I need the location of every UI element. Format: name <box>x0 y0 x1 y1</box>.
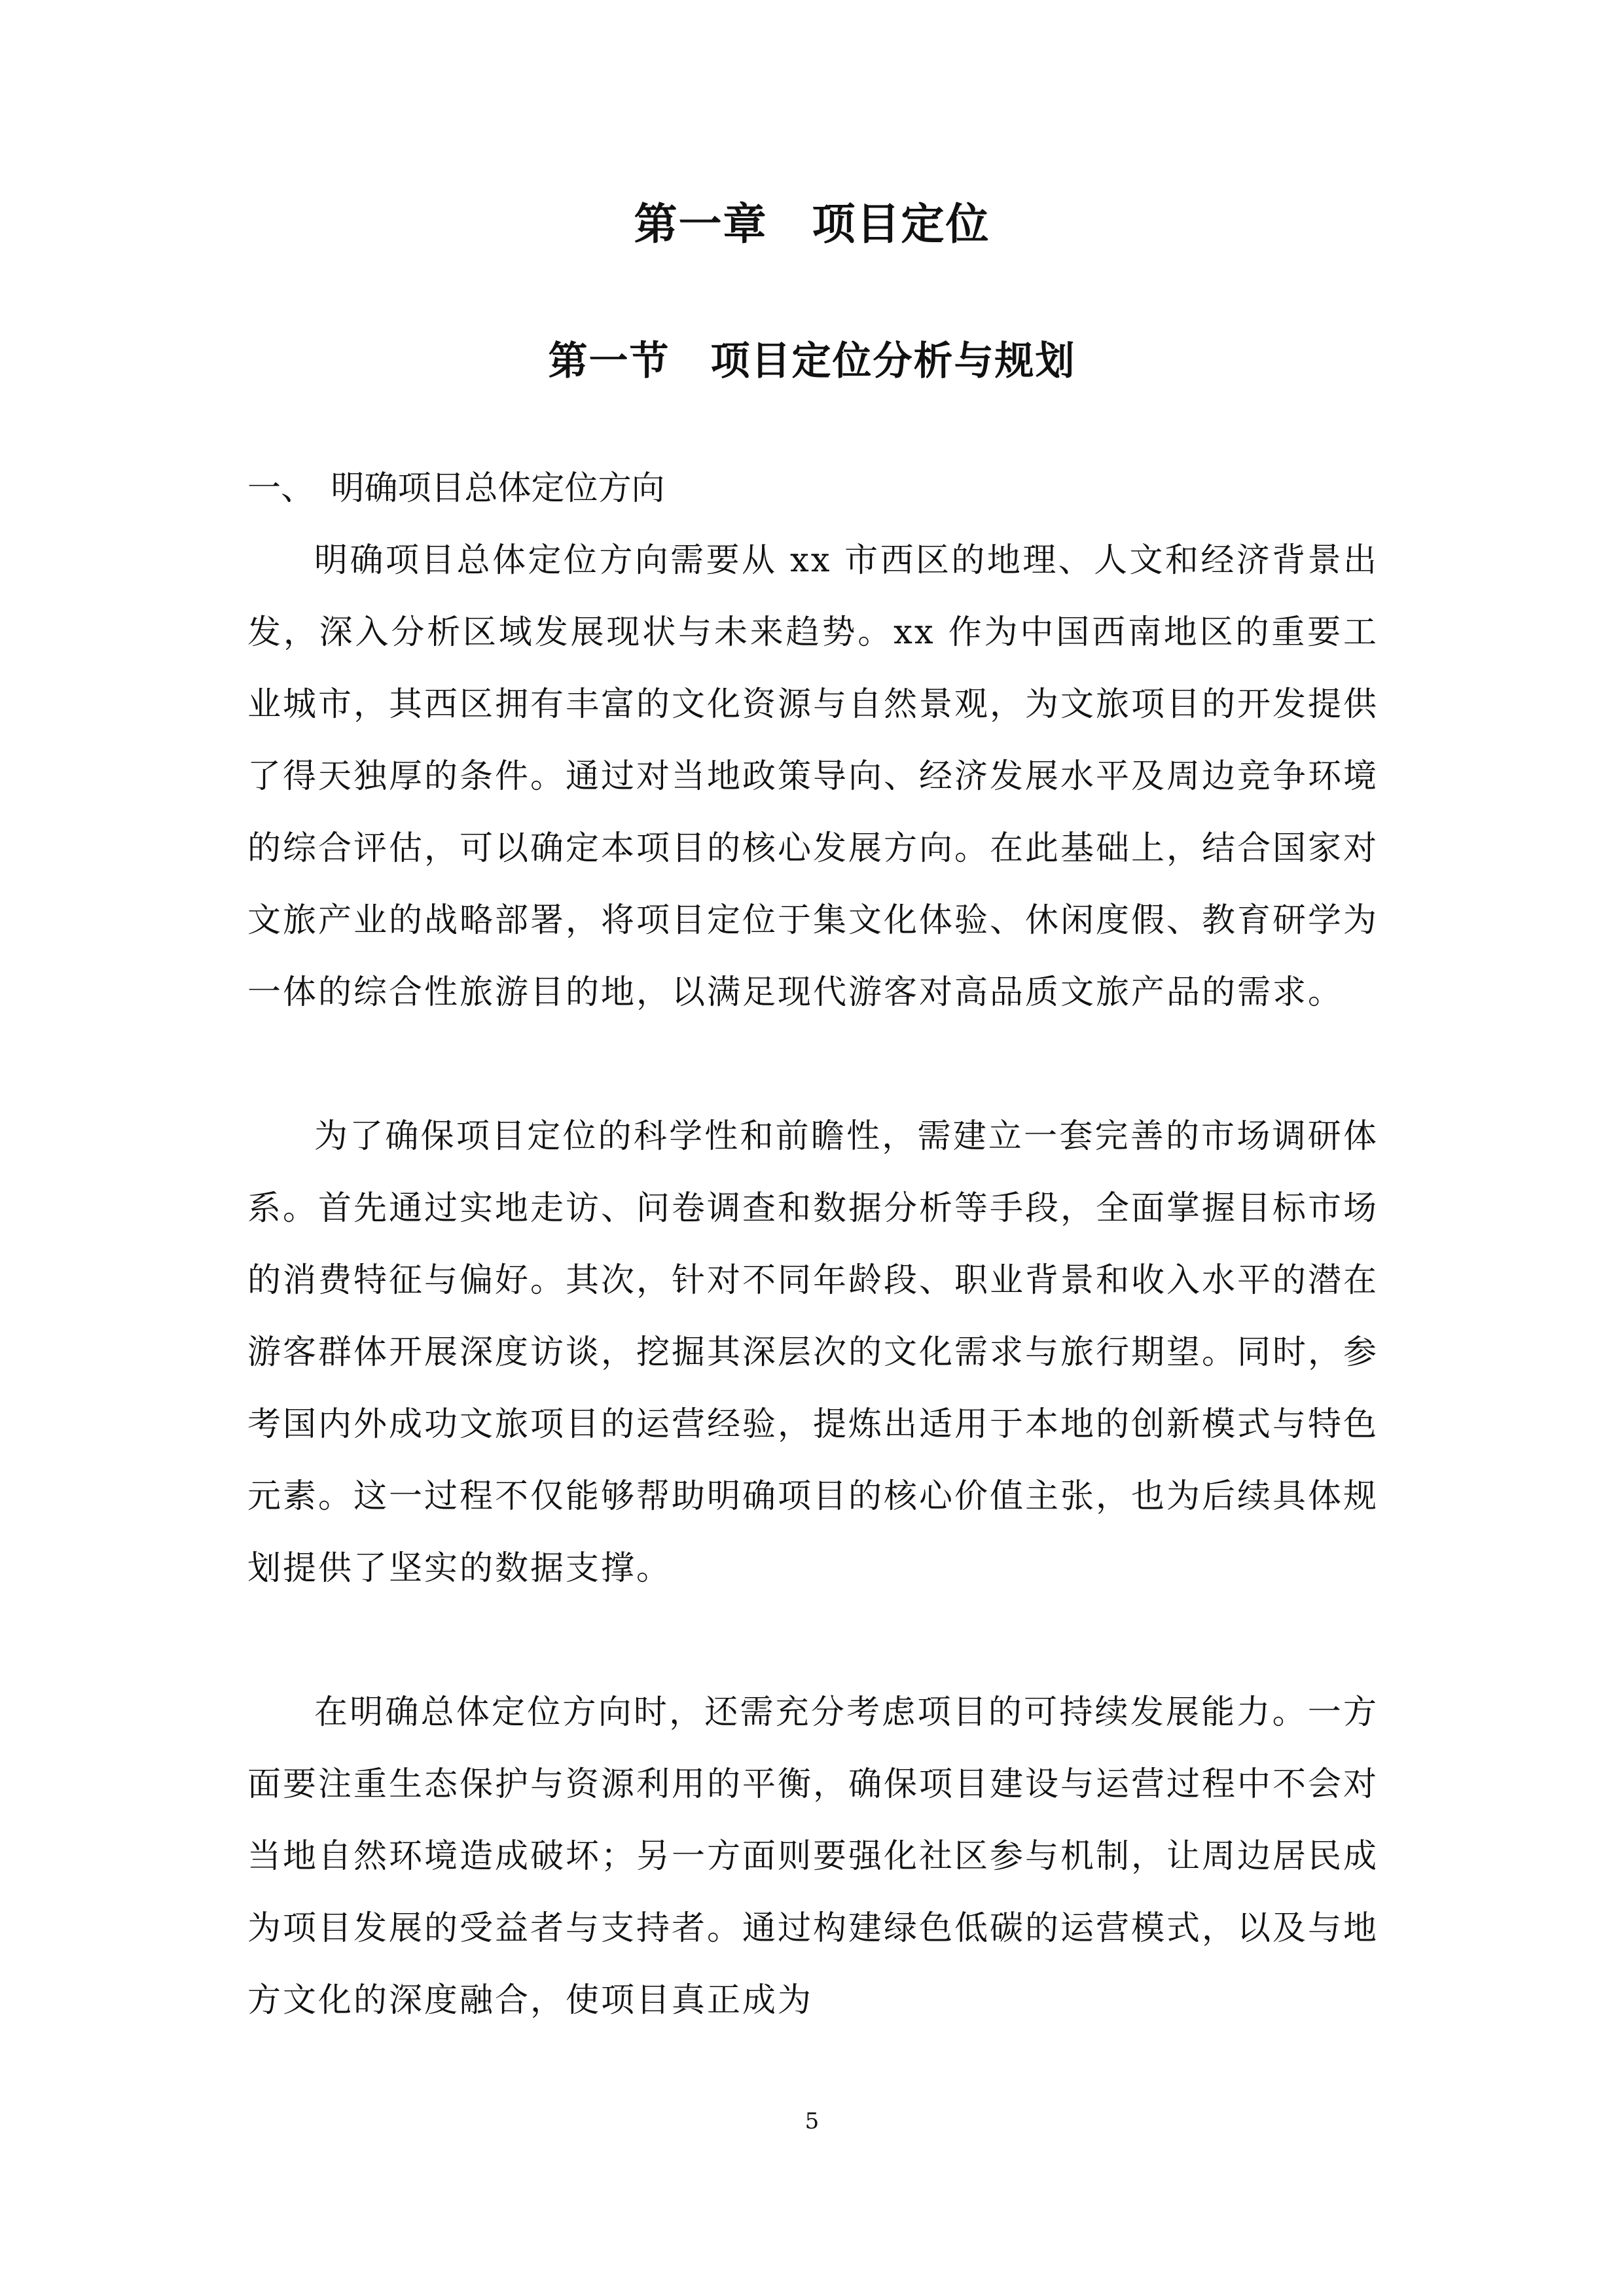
chapter-title: 第一章 项目定位 <box>634 198 990 249</box>
body-paragraph: 在明确总体定位方向时，还需充分考虑项目的可持续发展能力。一方面要注重生态保护与资源利用的平衡，确保项目建设与运营过程中不会对当地自然环境造成破坏；另一方面则要强化社区参与机制，让周边居民成为项目发展的受益者与支持者。通过构建绿色低碳的运营模式，以及与地方文化的深度融合，使项目真正成为 <box>247 1693 1379 2020</box>
body-paragraph: 为了确保项目定位的科学性和前瞻性，需建立一套完善的市场调研体系。首先通过实地走访、问卷调查和数据分析等手段，全面掌握目标市场的消费特征与偏好。其次，针对不同年龄段、职业背景和收入水平的潜在游客群体开展深度访谈，挖掘其深层次的文化需求与旅行期望。同时，参考国内外成功文旅项目的运营经验，提炼出适用于本地的创新模式与特色元素。这一过程不仅能够帮助明确项目的核心价值主张，也为后续具体规划提供了坚实的数据支撑。 <box>247 1117 1379 1588</box>
page-number: 5 <box>804 2108 820 2134</box>
body-paragraph: 明确项目总体定位方向需要从 xx 市西区的地理、人文和经济背景出发，深入分析区域发展现状与未来趋势。xx 作为中国西南地区的重要工业城市，其西区拥有丰富的文化资源与自然景观，为文旅项目的开发提供了得天独厚的条件。通过对当地政策导向、经济发展水平及周边竞争环境的综合评估，可以确定本项目的核心发展方向。在此基础上，结合国家对文旅产业的战略部署，将项目定位于集文化体验、休闲度假、教育研学为一体的综合性旅游目的地，以满足现代游客对高品质文旅产品的需求。 <box>247 541 1379 1012</box>
section-title: 第一节 项目定位分析与规划 <box>548 338 1076 384</box>
subsection-heading: 一、 明确项目总体定位方向 <box>247 469 665 508</box>
